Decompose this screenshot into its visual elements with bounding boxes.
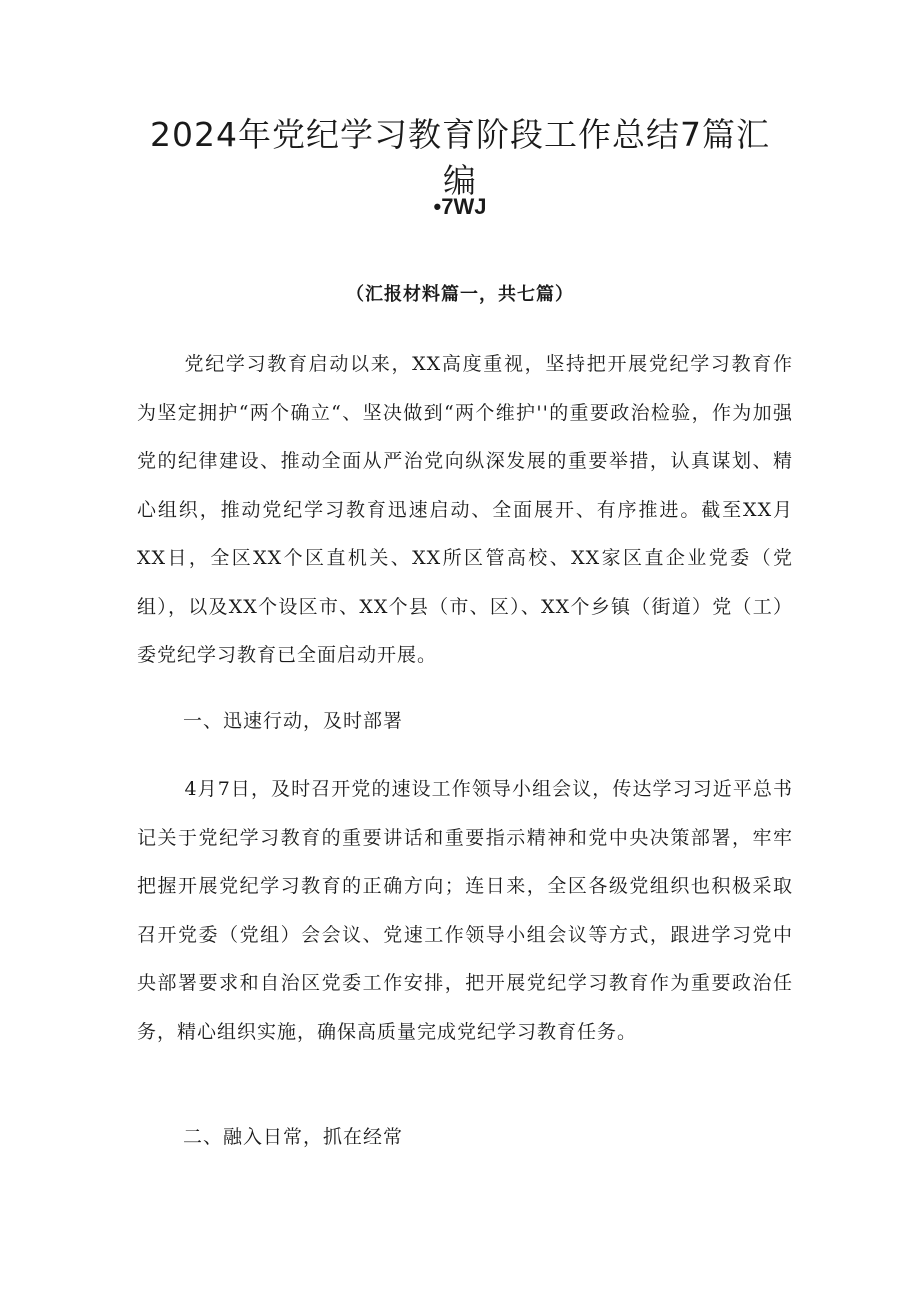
- document-subtitle: （汇报材料篇一，共七篇）: [346, 284, 574, 305]
- section-heading-2: 二、融入日常，抓在经常: [183, 1126, 404, 1148]
- section-heading-1: 一、迅速行动，及时部署: [183, 710, 404, 732]
- document-title: 2024年党纪学习教育阶段工作总结7篇汇编: [150, 115, 770, 200]
- paragraph-section-1: 4月7日，及时召开党的速设工作领导小组会议，传达学习习近平总书记关于党纪学习教育的重要讲话和重要指示精神和党中央决策部署，牢牢把握开展党纪学习教育的正确方向；连日来，全区各级党组织也积极采取召开党委（党组）会会议、党速工作领导小组会议等方式，跟进学习党中央部署要求和自治区党委工作安排，把开展党纪学习教育作为重要政治任务，精心组织实施，确保高质量完成党纪学习教育任务。: [137, 778, 793, 1043]
- paragraph-intro: 党纪学习教育启动以来，XX高度重视，坚持把开展党纪学习教育作为坚定拥护“两个确立“、坚决做到“两个维护''的重要政治检验，作为加强党的纪律建设、推动全面从严治党向纵深发展的重要举措，认真谋划、精心组织，推动党纪学习教育迅速启动、全面展开、有序推进。截至XX月XX日，全区XX个区直机关、XX所区管高校、XX家区直企业党委（党组），以及XX个设区市、XX个县（市、区）、XX个乡镇（街道）党（工）委党纪学习教育已全面启动开展。: [137, 353, 793, 666]
- document-mark: •7WJ: [433, 194, 487, 219]
